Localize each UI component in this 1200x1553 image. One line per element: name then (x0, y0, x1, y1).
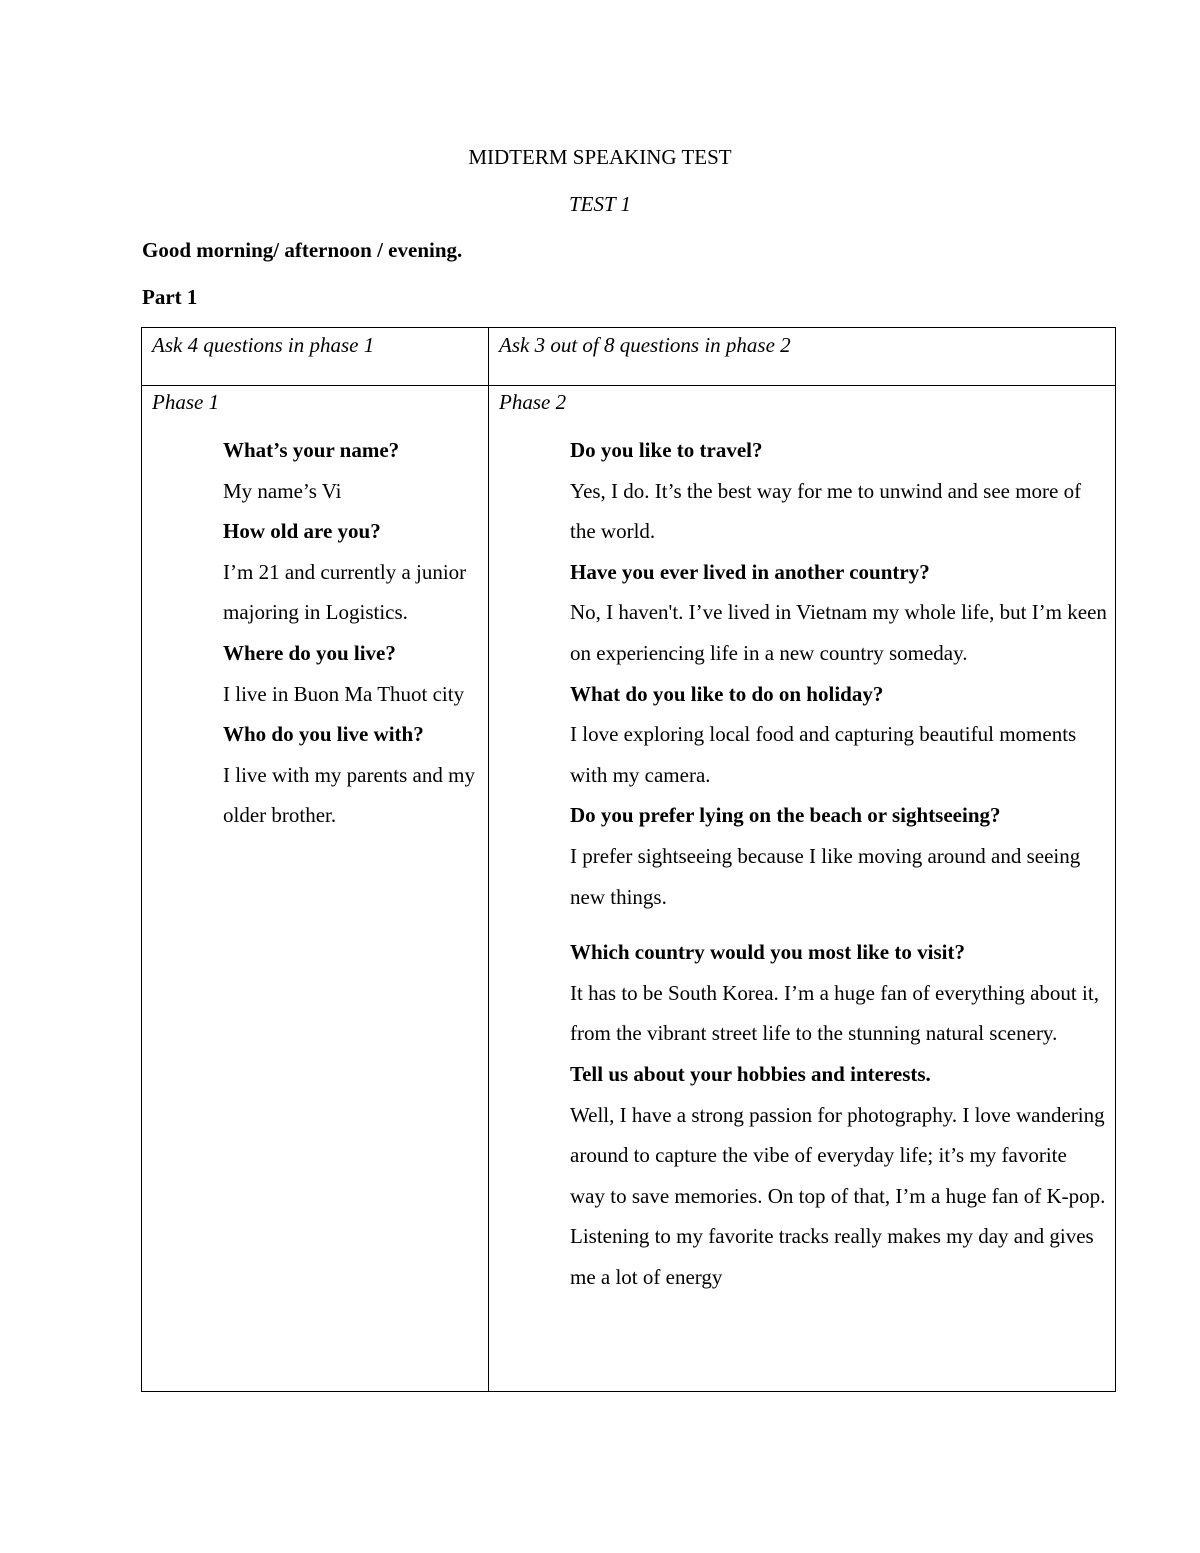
list-item (570, 1054, 1107, 1298)
answer: It has to be South Korea. I’m a huge fan of everything about it, from the vibrant street life to the stunning natural scenery. (570, 980, 1099, 1046)
header-text-phase1: Ask 4 questions in phase 1 (152, 333, 375, 357)
list-item (570, 917, 1107, 1054)
phase2-label: Phase 2 (499, 390, 567, 414)
list-item (223, 633, 480, 714)
list-item (223, 714, 480, 836)
question: Have you ever lived in another country? (570, 559, 930, 584)
answer: I live in Buon Ma Thuot city (223, 681, 465, 706)
phase2-qa-list (489, 430, 1115, 1297)
list-item (570, 552, 1107, 674)
answer: I live with my parents and my older brother. (223, 762, 475, 828)
question: Who do you live with? (223, 722, 424, 747)
header-cell-phase2 (489, 328, 1116, 386)
part-heading: Part 1 (142, 285, 198, 309)
answer: I prefer sightseeing because I like moving around and seeing new things. (570, 843, 1081, 909)
table-body-row (142, 386, 1116, 1392)
answer: I’m 21 and currently a junior majoring in Logistics. (223, 559, 467, 625)
question: Do you prefer lying on the beach or sightseeing? (570, 803, 1001, 828)
list-item (223, 511, 480, 633)
answer: Yes, I do. It’s the best way for me to unwind and see more of the world. (570, 478, 1082, 544)
question: What do you like to do on holiday? (570, 681, 884, 706)
question: What’s your name? (223, 438, 400, 462)
answer: Well, I have a strong passion for photography. I love wandering around to capture the vibe of everyday life; it’s my favorite way to save memories. On top of that, I’m a huge fan of K-pop. Listening to my favorite tracks really makes my day and gives me a lot of energy (570, 1102, 1106, 1289)
list-item (223, 430, 480, 511)
phase1-cell (142, 386, 489, 1392)
questions-table (141, 327, 1116, 1392)
question: How old are you? (223, 519, 381, 544)
table-header-row (142, 328, 1116, 386)
greeting-line: Good morning/ afternoon / evening. (142, 238, 463, 262)
answer: No, I haven't. I’ve lived in Vietnam my whole life, but I’m keen on experiencing life in a new country someday. (570, 600, 1107, 665)
phase2-cell (489, 386, 1116, 1392)
document-subtitle: TEST 1 (568, 192, 632, 216)
phase1-qa-list (142, 430, 488, 836)
header-text-phase2: Ask 3 out of 8 questions in phase 2 (499, 333, 791, 357)
list-item (570, 430, 1107, 552)
answer: My name’s Vi (223, 478, 342, 503)
spacer (570, 917, 1107, 932)
list-item (570, 795, 1107, 917)
document-title: MIDTERM SPEAKING TEST (468, 145, 732, 169)
answer: I love exploring local food and capturing beautiful moments with my camera. (570, 722, 1077, 787)
list-item (570, 674, 1107, 796)
header-cell-phase1 (142, 328, 489, 386)
question: Tell us about your hobbies and interests. (570, 1061, 931, 1086)
phase1-label: Phase 1 (152, 390, 220, 414)
question: Which country would you most like to visit? (570, 940, 965, 965)
question: Where do you live? (223, 640, 396, 665)
question: Do you like to travel? (570, 438, 763, 462)
